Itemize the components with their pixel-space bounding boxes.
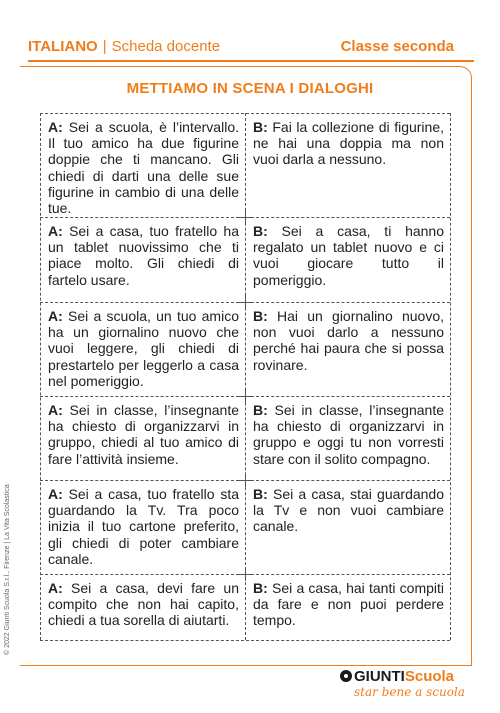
card-a — [40, 113, 245, 216]
class-label: Classe seconda — [340, 38, 454, 55]
sheet-label: Scheda docente — [111, 38, 221, 55]
card-a — [40, 480, 245, 567]
card-a — [40, 396, 245, 467]
card-a-text: Sei a casa, tuo fratello ha un tablet nuovissimo che ti piace molto. Gli chiedi di fartelo usare. — [48, 223, 239, 288]
card-b-label: B: — [253, 402, 268, 418]
card-a-text: Sei in classe, l’insegnante ha chiesto di organizzarvi in gruppo, chiedi al tuo amico di fare l’attività insieme. — [48, 402, 239, 467]
cut-line — [40, 640, 450, 641]
cut-line — [40, 113, 450, 114]
logo-brand-main: GIUNTI — [354, 668, 405, 685]
card-b — [245, 302, 450, 373]
logo-brand-accent: Scuola — [404, 668, 455, 685]
card-b-text: Sei a casa, ti hanno regalato un tablet nuovo e ci vuoi giocare tutto il pomeriggio. — [253, 223, 444, 288]
cut-mark — [238, 574, 252, 575]
card-b-text: Fai la collezione di figurine, ne hai una doppia ma non vuoi darla a nessuno. — [253, 119, 445, 168]
logo-tagline: star bene a scuola — [354, 685, 465, 699]
card-a-label: A: — [48, 580, 63, 596]
cut-line — [450, 113, 451, 640]
page-title: METTIAMO IN SCENA I DIALOGHI — [126, 80, 374, 97]
logo-brand — [354, 668, 454, 685]
card-a-label: A: — [48, 119, 63, 135]
card-a-text: Sei a casa, tuo fratello sta guardando la Tv. Tra poco inizia il tuo cartone preferito, gli chiedi di poter cambiare canale. — [48, 486, 239, 567]
card-a — [40, 217, 245, 288]
subject-label: ITALIANO — [28, 38, 98, 55]
cut-mark — [238, 396, 252, 397]
card-b-label: B: — [253, 223, 268, 239]
card-b — [245, 574, 450, 629]
giunti-scuola-logo — [340, 668, 465, 704]
card-b-text: Sei in classe, l’insegnante ha chiesto di organizzarvi in gruppo e oggi tu non vorresti stare con il solito compagno. — [253, 402, 444, 467]
card-b-text: Sei a casa, hai tanti compiti da fare e non puoi perdere tempo. — [253, 580, 445, 629]
card-a-label: A: — [48, 402, 63, 418]
card-b — [245, 396, 450, 467]
card-a — [40, 302, 245, 389]
card-b — [245, 113, 450, 168]
card-a-text: Sei a scuola, un tuo amico ha un giornalino nuovo che vuoi leggere, gli chiedi di prestartelo per leggerlo a casa nel pomeriggio. — [48, 308, 239, 389]
copyright-notice: © 2022 Giunti Scuola S.r.l., Firenze | La Vita Scolastica — [4, 484, 11, 655]
cut-mark — [238, 217, 252, 218]
header-separator: | — [102, 38, 107, 55]
card-b-text: Sei a casa, stai guardando la Tv e non vuoi cambiare canale. — [253, 486, 445, 535]
card-a — [40, 574, 245, 629]
header-left — [28, 38, 220, 55]
card-a-label: A: — [48, 308, 63, 324]
cut-mark — [238, 480, 252, 481]
card-b-label: B: — [253, 119, 268, 135]
dialogue-cards-grid — [40, 113, 450, 640]
card-b-label: B: — [253, 580, 268, 596]
card-a-text: Sei a scuola, è l’intervallo. Il tuo amico ha due figurine doppie che ti mancano. Gli chiedi di darti una delle sue figurine in cambio di una delle tue. — [48, 119, 239, 217]
cut-line — [40, 113, 41, 640]
card-b — [245, 217, 450, 288]
card-a-label: A: — [48, 486, 63, 502]
giunti-logo-icon — [340, 670, 352, 682]
card-a-label: A: — [48, 223, 63, 239]
card-b — [245, 480, 450, 535]
cut-mark — [238, 302, 252, 303]
card-b-label: B: — [253, 308, 268, 324]
cut-line — [245, 113, 246, 640]
card-b-label: B: — [253, 486, 268, 502]
card-a-text: Sei a casa, devi fare un compito che non hai capito, chiedi a tua sorella di aiutarti. — [48, 580, 240, 629]
header-rule — [28, 60, 474, 62]
card-b-text: Hai un giornalino nuovo, non vuoi darlo a nessuno perché hai paura che si possa rovinare. — [253, 308, 445, 373]
